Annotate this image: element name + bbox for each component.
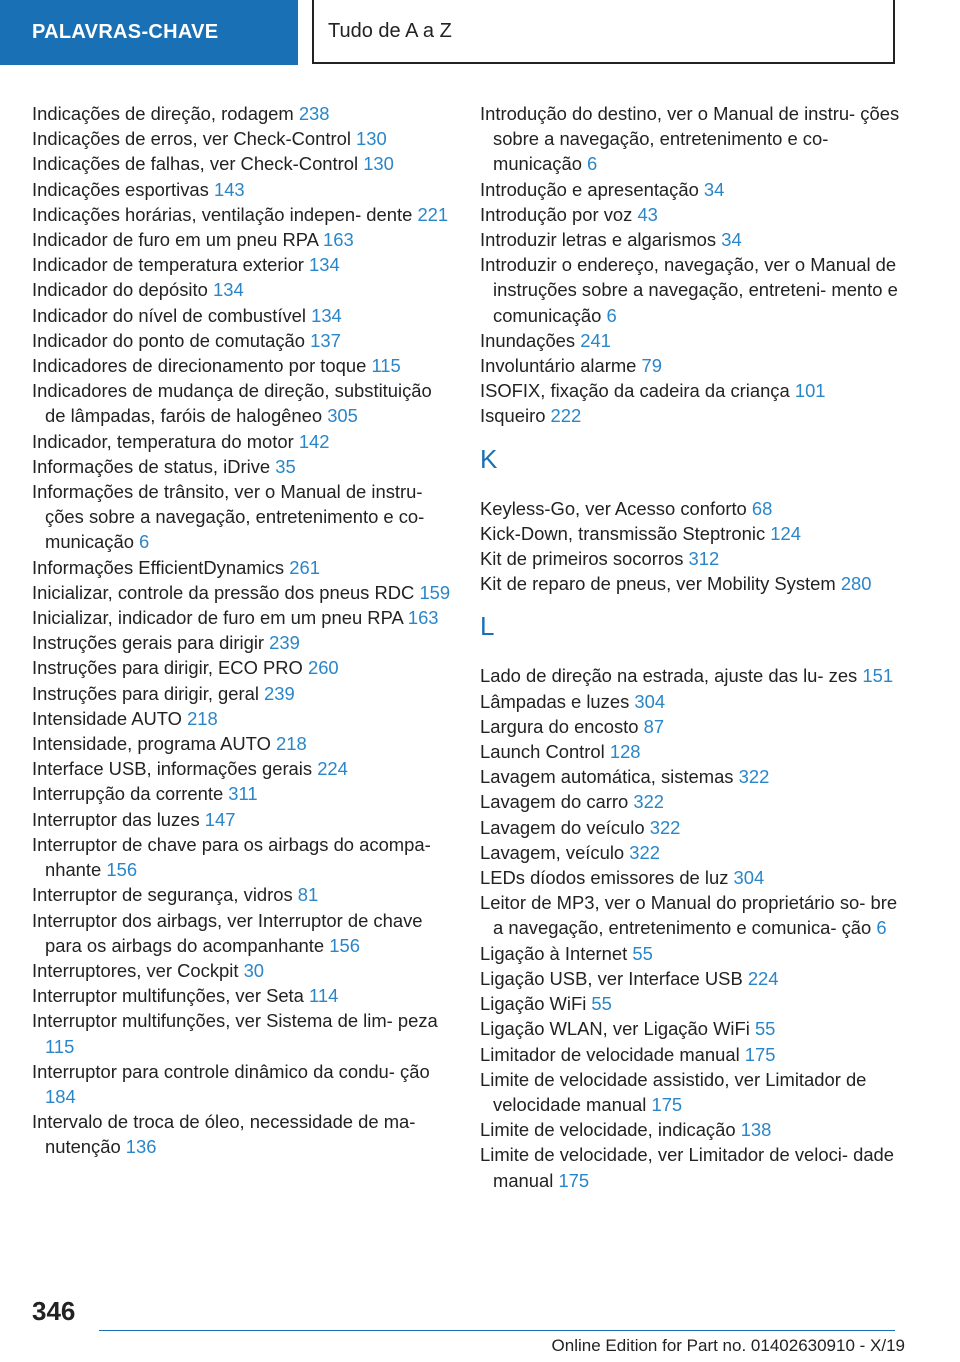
index-entry	[32, 1109, 452, 1159]
page-reference-link[interactable]: 224	[317, 758, 348, 780]
index-entry	[480, 890, 900, 940]
index-entry-text: Indicações esportivas	[32, 178, 214, 200]
index-entry-text: Lavagem do carro	[480, 791, 634, 813]
index-entry-text: Informações de status, iDrive	[32, 455, 276, 477]
index-entry	[480, 714, 900, 739]
index-entry	[480, 739, 900, 764]
index-entry-text: Interruptores, ver Cockpit	[32, 959, 244, 981]
index-entry-text: Limitador de velocidade manual	[480, 1043, 745, 1065]
index-entry-text: Indicações de falhas, ver Check-Control	[32, 153, 364, 175]
index-entry-text: Interruptor multifunções, ver Sistema de lim‐ peza	[32, 1010, 438, 1032]
index-entry-text: Indicadores de direcionamento por toque	[32, 355, 372, 377]
page-reference-link[interactable]: 134	[212, 279, 244, 301]
index-entry-text: Indicador do nível de combustível	[32, 304, 312, 326]
page-reference-link[interactable]: 322	[629, 841, 660, 863]
page-reference-link[interactable]: 68	[751, 497, 773, 519]
index-entry	[480, 966, 900, 991]
index-entry-text: Instruções para dirigir, geral	[32, 682, 265, 704]
page-reference-link[interactable]: 30	[243, 959, 265, 981]
page-reference-link[interactable]: 218	[187, 707, 218, 729]
index-entry	[480, 1117, 900, 1142]
page-reference-link[interactable]: 43	[637, 203, 658, 225]
index-entry-text: Lâmpadas e luzes	[480, 690, 635, 712]
index-entry	[32, 580, 452, 605]
index-entry-text: Interruptor multifunções, ver Seta	[32, 985, 310, 1007]
page-reference-link[interactable]: 81	[297, 884, 319, 906]
index-entry-text: Intensidade, programa AUTO	[32, 733, 276, 755]
index-entry-text: Interruptor dos airbags, ver Interruptor de chave para os airbags do acompanhante	[32, 909, 423, 956]
index-entry-text: Inicializar, controle da pressão dos pneus RDC	[32, 581, 420, 603]
page-reference-link[interactable]: 87	[643, 715, 665, 737]
index-entry	[480, 1067, 900, 1117]
index-entry-text: Leitor de MP3, ver o Manual do proprietário so‐ bre a navegação, entretenimento e comunica‐ ção	[480, 892, 898, 939]
index-entry-text: Introdução por voz	[480, 203, 638, 225]
page-reference-link[interactable]: 130	[356, 128, 387, 150]
index-entry	[32, 605, 452, 630]
page-reference-link[interactable]: 221	[417, 203, 449, 225]
page-reference-link[interactable]: 55	[591, 993, 612, 1015]
index-entry	[480, 1142, 900, 1192]
page-reference-link[interactable]: 35	[275, 455, 296, 477]
index-entry-text: Intervalo de troca de óleo, necessidade de ma‐ nutenção	[32, 1111, 416, 1158]
page-reference-link[interactable]: 6	[587, 153, 598, 175]
index-entry	[480, 546, 900, 571]
page-reference-link[interactable]: 305	[327, 405, 358, 427]
index-entry	[480, 991, 900, 1016]
page-reference-link[interactable]: 115	[45, 1035, 75, 1057]
index-entry	[480, 202, 900, 227]
index-entry-text: Ligação à Internet	[480, 942, 633, 964]
index-entry-text: Indicador de temperatura exterior	[32, 254, 310, 276]
page-reference-link[interactable]: 322	[649, 816, 681, 838]
page-reference-link[interactable]: 163	[407, 607, 439, 629]
page-reference-link[interactable]: 55	[754, 1018, 776, 1040]
index-entry-text: Informações EfficientDynamics	[32, 556, 290, 578]
index-entry-text: Indicador do ponto de comutação	[32, 329, 311, 351]
index-entry-text: Kick-Down, transmissão Steptronic	[480, 522, 771, 544]
page-reference-link[interactable]: 134	[309, 254, 340, 276]
index-entry	[32, 781, 452, 806]
index-entry	[480, 252, 900, 328]
section-tab[interactable]: PALAVRAS-CHAVE	[0, 0, 298, 65]
index-entry-text: Instruções gerais para dirigir	[32, 632, 270, 654]
page-reference-link[interactable]: 239	[264, 682, 295, 704]
index-entry	[480, 663, 900, 688]
page-reference-link[interactable]: 142	[298, 430, 330, 452]
page-number: 346	[32, 1296, 76, 1326]
index-entry	[32, 126, 452, 151]
page-reference-link[interactable]: 55	[632, 942, 653, 964]
index-entry	[480, 789, 900, 814]
index-entry	[32, 555, 452, 580]
index-entry	[32, 706, 452, 731]
index-entry	[32, 151, 452, 176]
page-reference-link[interactable]: 311	[228, 783, 258, 805]
index-entry	[32, 378, 452, 428]
index-entry	[480, 353, 900, 378]
index-entry-text: Lavagem, veículo	[480, 841, 630, 863]
index-entry-text: Lavagem automática, sistemas	[480, 766, 739, 788]
page-reference-link[interactable]: 239	[269, 632, 300, 654]
footer-divider	[99, 1330, 895, 1331]
index-entry-text: Introduzir letras e algarismos	[480, 229, 722, 251]
index-entry-text: ISOFIX, fixação da cadeira da criança	[480, 380, 795, 402]
index-entry-text: Ligação WiFi	[480, 993, 592, 1015]
index-entry	[32, 429, 452, 454]
index-entry	[32, 983, 452, 1008]
index-entry	[480, 840, 900, 865]
index-entry-text: Intensidade AUTO	[32, 707, 188, 729]
page-reference-link[interactable]: 156	[106, 859, 138, 881]
page-reference-link[interactable]: 114	[309, 985, 339, 1007]
index-group-l	[480, 663, 900, 1192]
page-reference-link[interactable]: 124	[770, 522, 801, 544]
page-reference-link[interactable]: 322	[633, 791, 665, 813]
index-tab[interactable]: Tudo de A a Z	[312, 0, 895, 64]
page-reference-link[interactable]: 138	[740, 1119, 772, 1141]
index-entry	[32, 630, 452, 655]
index-entry-text: Indicadores de mudança de direção, substituição de lâmpadas, faróis de halogêneo	[32, 380, 432, 427]
edition-note: Online Edition for Part no. 01402630910 - X/19	[551, 1336, 905, 1355]
index-group-k	[480, 496, 900, 597]
index-entry-text: Inicializar, indicador de furo em um pneu RPA	[32, 607, 408, 629]
index-entry-text: Inundações	[480, 329, 581, 351]
index-entry-text: Informações de trânsito, ver o Manual de instru‐ ções sobre a navegação, entretenimento e co‐ municação	[32, 481, 425, 553]
index-entry	[32, 681, 452, 706]
index-entry-text: Limite de velocidade assistido, ver Limitador de velocidade manual	[480, 1068, 867, 1115]
index-entry-text: Instruções para dirigir, ECO PRO	[32, 657, 308, 679]
index-entry	[480, 403, 900, 428]
index-entry	[480, 689, 900, 714]
index-entry-text: Isqueiro	[480, 405, 551, 427]
index-entry	[480, 227, 900, 252]
index-entry	[32, 353, 452, 378]
index-entry-text: Launch Control	[480, 741, 610, 763]
index-entry	[32, 807, 452, 832]
index-entry	[32, 177, 452, 202]
index-entry	[32, 756, 452, 781]
page-reference-link[interactable]: 304	[634, 690, 666, 712]
page-reference-link[interactable]: 130	[363, 153, 394, 175]
page-reference-link[interactable]: 261	[289, 556, 320, 578]
index-entry-text: Interruptor de chave para os airbags do acompa‐ nhante	[32, 833, 431, 881]
index-entry-text: Interrupção da corrente	[32, 783, 229, 805]
index-entry	[480, 764, 900, 789]
index-entry	[480, 177, 900, 202]
page-reference-link[interactable]: 34	[721, 229, 742, 251]
page-reference-link[interactable]: 34	[703, 178, 725, 200]
index-entry	[32, 908, 452, 958]
page-reference-link[interactable]: 280	[840, 573, 872, 595]
index-entry-text: Kit de reparo de pneus, ver Mobility System	[480, 573, 841, 595]
index-entry-text: Keyless-Go, ver Acesso conforto	[480, 497, 752, 519]
index-entry	[480, 328, 900, 353]
index-entry	[480, 496, 900, 521]
page-reference-link[interactable]: 312	[688, 548, 720, 570]
page-reference-link[interactable]: 115	[371, 355, 401, 377]
index-entry	[480, 865, 900, 890]
index-entry-text: LEDs díodos emissores de luz	[480, 867, 734, 889]
index-entry-text: Introdução e apresentação	[480, 178, 704, 200]
index-entry	[32, 832, 452, 882]
page-reference-link[interactable]: 6	[876, 917, 887, 939]
page-reference-link[interactable]: 134	[311, 304, 342, 326]
index-entry-text: Lavagem do veículo	[480, 816, 650, 838]
page-reference-link[interactable]: 222	[550, 405, 582, 427]
page-reference-link[interactable]: 156	[329, 934, 360, 956]
index-entry-text: Ligação WLAN, ver Ligação WiFi	[480, 1018, 755, 1040]
page-reference-link[interactable]: 175	[651, 1093, 683, 1115]
page-reference-link[interactable]: 128	[609, 741, 641, 763]
page-reference-link[interactable]: 137	[310, 329, 341, 351]
page-reference-link[interactable]: 322	[738, 766, 770, 788]
index-entry-text: Indicações de erros, ver Check-Control	[32, 128, 357, 150]
index-column-right	[480, 101, 900, 1193]
index-entry	[32, 101, 452, 126]
page-reference-link[interactable]: 6	[139, 531, 150, 553]
index-entry	[480, 1042, 900, 1067]
index-entry	[32, 479, 452, 555]
index-column-left	[32, 101, 452, 1160]
page-reference-link[interactable]: 304	[733, 867, 765, 889]
index-entry-text: Interface USB, informações gerais	[32, 758, 318, 780]
letter-heading-k: K	[480, 443, 498, 474]
page-reference-link[interactable]: 224	[747, 967, 779, 989]
page-reference-link[interactable]: 260	[307, 657, 339, 679]
index-entry-text: Interruptor das luzes	[32, 808, 205, 830]
index-entry	[480, 571, 900, 596]
index-entry	[32, 958, 452, 983]
page-reference-link[interactable]: 175	[558, 1169, 590, 1191]
page-reference-link[interactable]: 184	[45, 1085, 76, 1107]
page-reference-link[interactable]: 218	[275, 733, 307, 755]
page-reference-link[interactable]: 159	[419, 581, 451, 603]
index-entry-text: Kit de primeiros socorros	[480, 548, 689, 570]
index-entry-text: Interruptor para controle dinâmico da condu‐ ção	[32, 1060, 430, 1082]
index-entry	[480, 521, 900, 546]
index-entry	[480, 941, 900, 966]
index-entry	[32, 454, 452, 479]
index-entry	[32, 731, 452, 756]
page-reference-link[interactable]: 79	[641, 355, 662, 377]
page-reference-link[interactable]: 143	[213, 178, 245, 200]
index-entry-text: Indicações de direção, rodagem	[32, 103, 299, 124]
index-entry-text: Introdução do destino, ver o Manual de instru‐ ções sobre a navegação, entretenimento e co‐ municação	[480, 103, 900, 175]
index-entry	[480, 815, 900, 840]
index-entry-text: Limite de velocidade, ver Limitador de veloci‐ dade manual	[480, 1144, 895, 1191]
page-reference-link[interactable]: 136	[125, 1136, 157, 1158]
index-entry-text: Lado de direção na estrada, ajuste das lu‐ zes	[480, 665, 863, 687]
index-entry	[480, 1016, 900, 1041]
letter-heading-l: L	[480, 611, 495, 642]
page-reference-link[interactable]: 101	[794, 380, 826, 402]
index-entry	[480, 101, 900, 177]
index-entry	[32, 328, 452, 353]
index-entry	[32, 252, 452, 277]
index-entry-text: Introduzir o endereço, navegação, ver o Manual de instruções sobre a navegação, entreteni‐ mento e comunicação	[480, 254, 898, 326]
page-reference-link[interactable]: 151	[862, 665, 894, 687]
page-reference-link[interactable]: 163	[323, 229, 354, 251]
index-entry	[32, 1059, 452, 1109]
page-reference-link[interactable]: 238	[298, 103, 330, 124]
index-entry	[32, 227, 452, 252]
index-group-i	[480, 101, 900, 429]
index-entry-text: Indicador de furo em um pneu RPA	[32, 229, 324, 251]
page-reference-link[interactable]: 147	[204, 808, 236, 830]
page-reference-link[interactable]: 241	[580, 329, 611, 351]
index-entry	[32, 202, 452, 227]
index-entry	[32, 303, 452, 328]
index-entry	[480, 378, 900, 403]
page-reference-link[interactable]: 175	[744, 1043, 776, 1065]
index-entry	[32, 1008, 452, 1058]
index-entry-text: Limite de velocidade, indicação	[480, 1119, 741, 1141]
index-entry	[32, 277, 452, 302]
index-entry-text: Ligação USB, ver Interface USB	[480, 967, 748, 989]
index-entry-text: Involuntário alarme	[480, 355, 642, 377]
index-entry-text: Indicações horárias, ventilação indepen‐ dente	[32, 203, 418, 225]
index-entry-text: Largura do encosto	[480, 715, 644, 737]
index-entry-text: Interruptor de segurança, vidros	[32, 884, 298, 906]
index-entry	[32, 882, 452, 907]
index-entry-text: Indicador do depósito	[32, 279, 213, 301]
index-entry-text: Indicador, temperatura do motor	[32, 430, 299, 452]
index-entry	[32, 655, 452, 680]
page-reference-link[interactable]: 6	[606, 304, 617, 326]
